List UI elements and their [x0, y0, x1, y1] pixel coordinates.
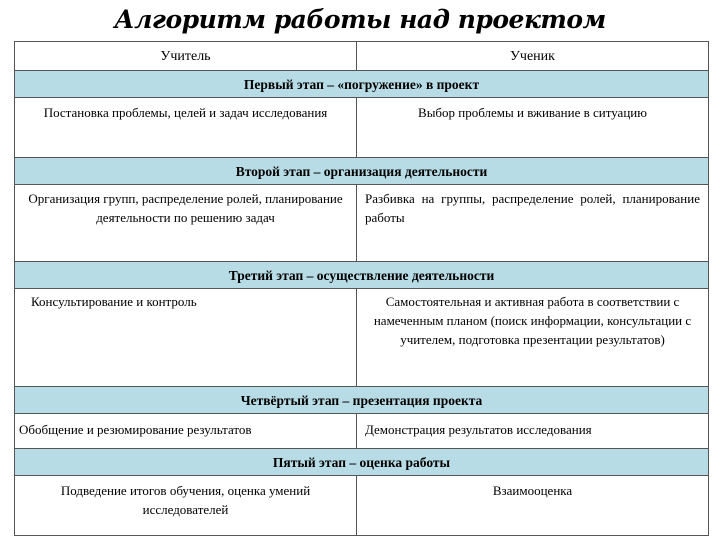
stage-content-row-5	[15, 476, 709, 536]
stage-row-3	[15, 262, 709, 289]
stage-content-row-3	[15, 289, 709, 387]
header-teacher: Учитель	[15, 42, 357, 71]
stage-title-1: Первый этап – «погружение» в проект	[15, 71, 709, 98]
teacher-cell-5: Подведение итогов обучения, оценка умений исследователей	[15, 476, 357, 536]
page-title: Алгоритм работы над проектом	[114, 5, 606, 34]
student-cell-3: Самостоятельная и активная работа в соответствии с намеченным планом (поиск информации, консультации с учителем, подготовка презентации результатов)	[357, 289, 709, 387]
stage-row-1	[15, 71, 709, 98]
stage-row-2	[15, 158, 709, 185]
stage-title-5: Пятый этап – оценка работы	[15, 449, 709, 476]
algorithm-table	[14, 41, 709, 536]
stage-row-4	[15, 387, 709, 414]
teacher-cell-2: Организация групп, распределение ролей, планирование деятельности по решению задач	[15, 185, 357, 262]
stage-row-5	[15, 449, 709, 476]
stage-content-row-2	[15, 185, 709, 262]
teacher-cell-3: Консультирование и контроль	[15, 289, 357, 387]
stage-content-row-1	[15, 98, 709, 158]
teacher-cell-1: Постановка проблемы, целей и задач исследования	[15, 98, 357, 158]
teacher-cell-4: Обобщение и резюмирование результатов	[15, 414, 357, 449]
stage-content-row-4	[15, 414, 709, 449]
student-cell-4: Демонстрация результатов исследования	[357, 414, 709, 449]
stage-title-2: Второй этап – организация деятельности	[15, 158, 709, 185]
student-cell-5: Взаимооценка	[357, 476, 709, 536]
stage-title-3: Третий этап – осуществление деятельности	[15, 262, 709, 289]
student-cell-2: Разбивка на группы, распределение ролей, планирование работы	[357, 185, 709, 262]
header-student: Ученик	[357, 42, 709, 71]
student-cell-1: Выбор проблемы и вживание в ситуацию	[357, 98, 709, 158]
stage-title-4: Четвёртый этап – презентация проекта	[15, 387, 709, 414]
table-header-row	[15, 42, 709, 71]
